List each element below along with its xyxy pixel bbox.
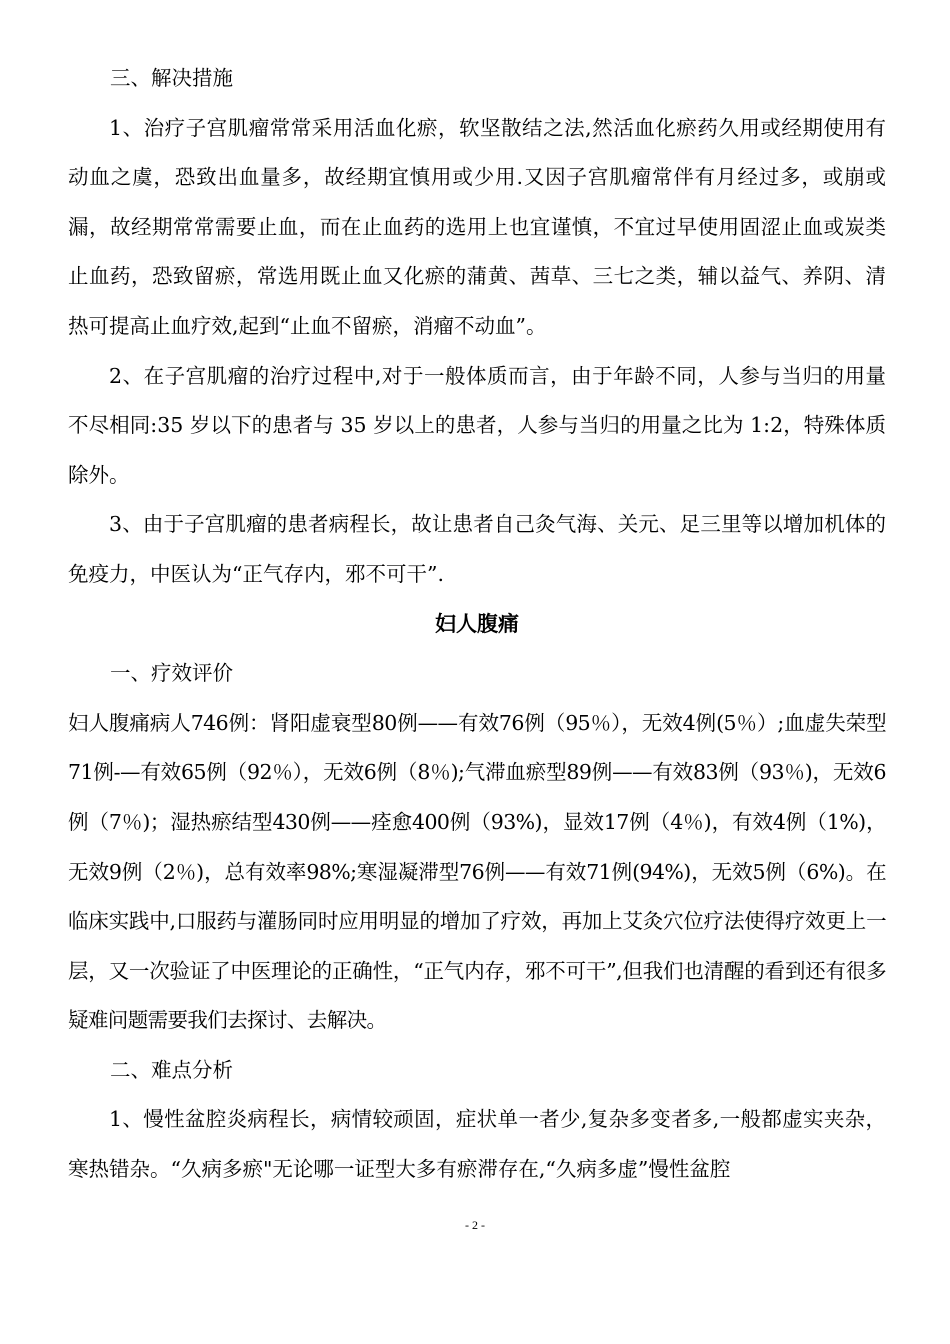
section-title-abdominal-pain: 妇人腹痛 — [435, 611, 519, 636]
section-heading-difficulty: 二、难点分析 — [110, 1057, 233, 1082]
section-heading-solutions: 三、解决措施 — [110, 66, 233, 90]
paragraph-difficulty-1: 1、慢性盆腔炎病程长，病情较顽固，症状单一者少,复杂多变者多,一般都虚实夹杂，寒热错杂。“久病多瘀"无论哪一证型大多有瘀滞存在,“久病多虚”慢性盆腔 — [68, 1107, 886, 1182]
paragraph-solution-1: 1、治疗子宫肌瘤常常采用活血化瘀，软坚散结之法,然活血化瘀药久用或经期使用有动血之虞，恐致出血量多，故经期宜慎用或少用.又因子宫肌瘤常伴有月经过多，或崩或漏，故经期常常需要止血，而在止血药的选用上也宜谨慎，不宜过早使用固涩止血或炭类止血药，恐致留瘀，常选用既止血又化瘀的蒲黄、茜草、三七之类，辅以益气、养阴、清热可提高止血疗效,起到“止血不留瘀，消瘤不动血”。 — [68, 115, 886, 338]
page-number: - 2 - — [465, 1218, 485, 1232]
paragraph-evaluation: 妇人腹痛病人746例：肾阳虚衰型80例——有效76例（95％），无效4例(5％）;血虚失荣型71例-—有效65例（92％），无效6例（8％);气滞血瘀型89例——有效83例（93％)，无效6例（7％)；湿热瘀结型430例——痊愈400例（93%)，显效17例（4％)，有效4例（1%)，无效9例（2％)，总有效率98%;寒湿凝滞型76例——有效71例(94%)，无效5例（6%)。在临床实践中,口服药与灌肠同时应用明显的增加了疗效，再加上艾灸穴位疗法使得疗效更上一层，又一次验证了中医理论的正确性，“正气内存，邪不可干”,但我们也清醒的看到还有很多疑难问题需要我们去探讨、去解决。 — [68, 710, 886, 1033]
paragraph-solution-3: 3、由于子宫肌瘤的患者病程长，故让患者自己灸气海、关元、足三里等以增加机体的免疫力，中医认为“正气存内，邪不可干”. — [68, 512, 886, 586]
section-heading-evaluation: 一、疗效评价 — [110, 661, 233, 686]
page-body — [68, 54, 886, 1195]
paragraph-solution-2: 2、在子宫肌瘤的治疗过程中,对于一般体质而言，由于年龄不同，人参与当归的用量不尽相同:35 岁以下的患者与 35 岁以上的患者，人参与当归的用量之比为 1:2，特殊体质除外。 — [68, 363, 886, 487]
